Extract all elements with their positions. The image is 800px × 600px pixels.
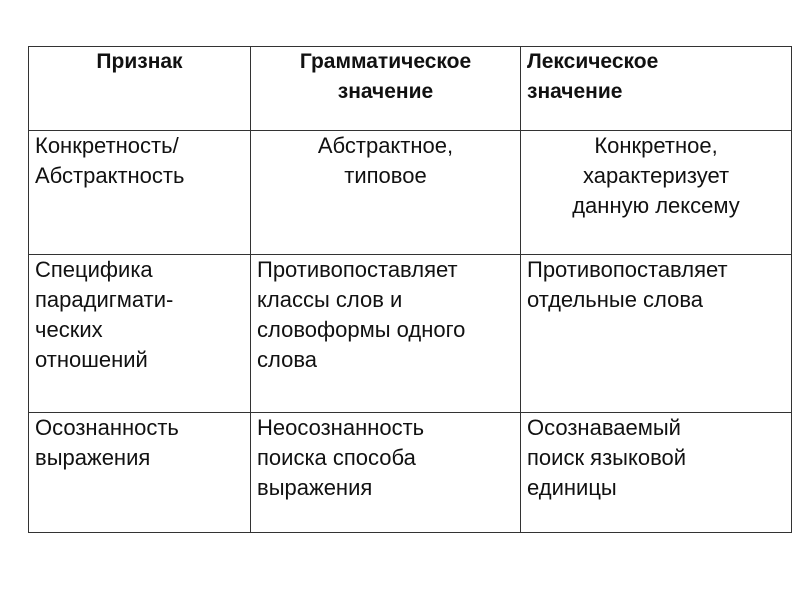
table-cell <box>251 131 521 255</box>
header-feature-text: Признак <box>96 50 183 73</box>
table-cell <box>29 413 251 533</box>
table-cell <box>521 413 792 533</box>
table-cell <box>251 255 521 413</box>
table-cell <box>29 131 251 255</box>
table-cell <box>521 255 792 413</box>
cell-text: Неосознанность поиска способа выражения <box>257 415 425 500</box>
table-row <box>29 255 792 413</box>
cell-text: Специфика парадигмати- ческих отношений <box>35 257 174 372</box>
table-row <box>29 413 792 533</box>
cell-text: Осознаваемый поиск языковой единицы <box>527 415 687 500</box>
table-header-row <box>29 47 792 131</box>
cell-text: Противопоставляет отдельные слова <box>527 257 728 312</box>
cell-text: Осознанность выражения <box>35 415 179 470</box>
header-cell-grammatical <box>251 47 521 131</box>
cell-text: Конкретность/ Абстрактность <box>35 133 185 188</box>
table-row <box>29 131 792 255</box>
header-lexical-text: Лексическое значение <box>527 50 659 103</box>
header-grammatical-text: Грамматическое значение <box>299 50 472 103</box>
header-cell-feature <box>29 47 251 131</box>
comparison-table <box>28 46 792 533</box>
header-cell-lexical <box>521 47 792 131</box>
table-cell <box>251 413 521 533</box>
cell-text: Абстрактное, типовое <box>317 133 454 188</box>
cell-text: Конкретное, характеризует данную лексему <box>572 133 740 218</box>
table-cell <box>29 255 251 413</box>
table-cell <box>521 131 792 255</box>
cell-text: Противопоставляет классы слов и словоформы одного слова <box>257 257 466 372</box>
